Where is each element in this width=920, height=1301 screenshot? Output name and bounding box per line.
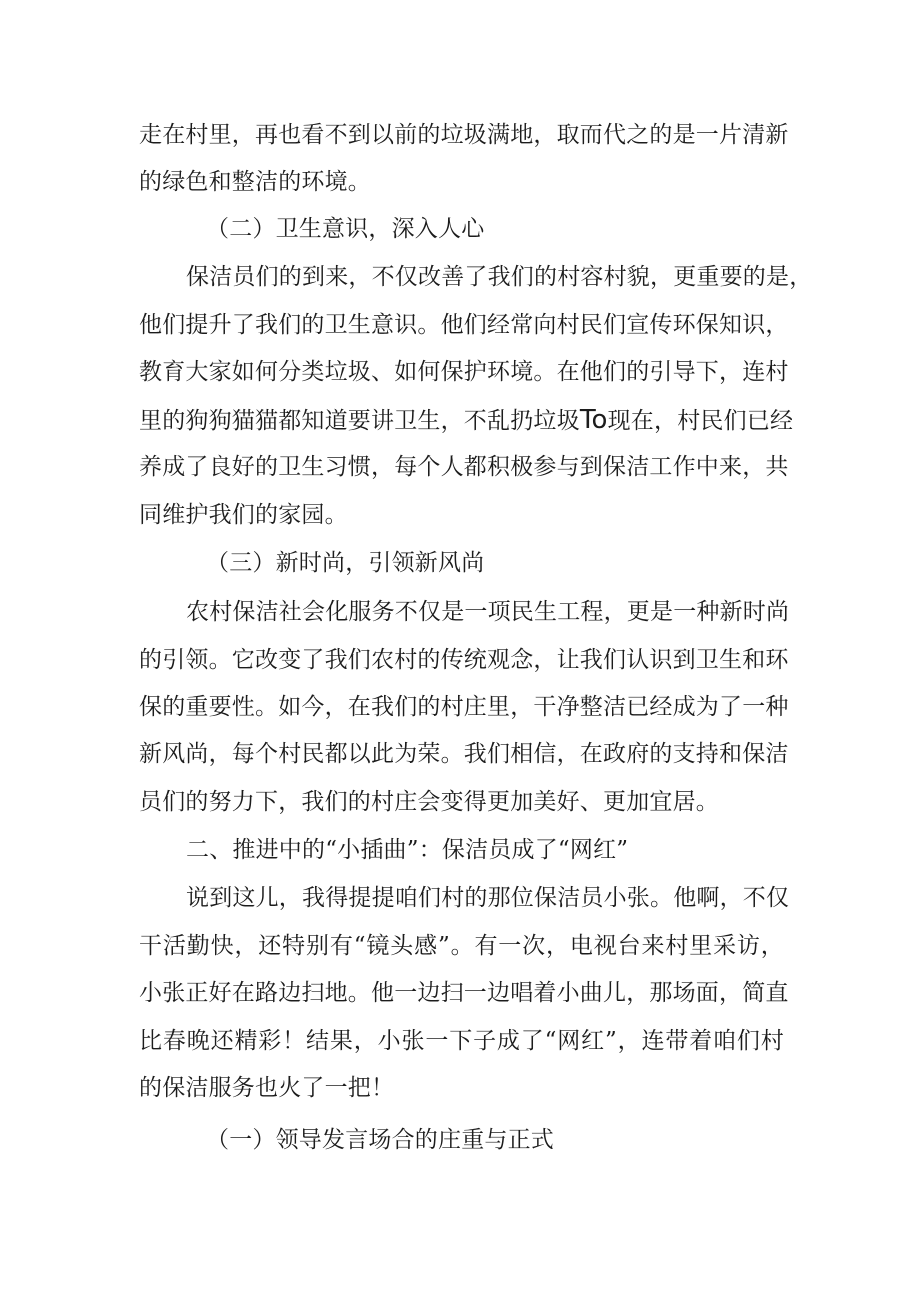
- paragraph-line: 的绿色和整洁的环境。: [139, 169, 371, 195]
- paragraph-text: 现在，村民们已经: [607, 408, 794, 434]
- paragraph-line: 员们的努力下，我们的村庄会变得更加美好、更加宜居。: [139, 789, 719, 815]
- subheading-leader-speech: （一）领导发言场合的庄重与正式: [206, 1127, 554, 1153]
- paragraph-line: 走在村里，再也看不到以前的垃圾满地，取而代之的是一片清新: [139, 122, 789, 148]
- paragraph-line: 养成了良好的卫生习惯，每个人都积极参与到保洁工作中来，共: [139, 454, 789, 480]
- section-heading: 二、推进中的“小插曲”：保洁员成了“网红”: [186, 837, 629, 863]
- paragraph-line: 的保洁服务也火了一把！: [139, 1075, 395, 1101]
- paragraph-line: 新风尚，每个村民都以此为荣。我们相信，在政府的支持和保洁: [139, 741, 789, 767]
- paragraph-line: 他们提升了我们的卫生意识。他们经常向村民们宣传环保知识，: [139, 312, 789, 338]
- paragraph-line: 保的重要性。如今，在我们的村庄里，干净整洁已经成为了一种: [139, 694, 789, 720]
- paragraph-line: [139, 405, 794, 436]
- subheading-fashion: （三）新时尚，引领新风尚: [206, 550, 485, 576]
- paragraph-line: 说到这儿，我得提提咱们村的那位保洁员小张。他啊，不仅: [186, 885, 790, 911]
- subheading-hygiene: （二）卫生意识，深入人心: [206, 216, 485, 242]
- paragraph-text: 里的狗狗猫猫都知道要讲卫生，不乱扔垃圾: [139, 408, 580, 434]
- paragraph-line: 比春晚还精彩！结果，小张一下子成了“网红”，连带着咱们村: [139, 1028, 784, 1054]
- paragraph-line: 农村保洁社会化服务不仅是一项民生工程，更是一种新时尚: [186, 599, 790, 625]
- stray-text: To: [579, 405, 608, 435]
- paragraph-line: 教育大家如何分类垃圾、如何保护环境。在他们的引导下，连村: [139, 359, 789, 385]
- paragraph-line: 干活勤快，还特别有“镜头感”。有一次，电视台来村里采访，: [139, 933, 784, 959]
- paragraph-line: 小张正好在路边扫地。他一边扫一边唱着小曲儿，那场面，简直: [139, 980, 789, 1006]
- paragraph-line: 的引领。它改变了我们农村的传统观念，让我们认识到卫生和环: [139, 647, 789, 673]
- paragraph-line: 保洁员们的到来，不仅改善了我们的村容村貌，更重要的是，: [186, 264, 813, 290]
- paragraph-line: 同维护我们的家园。: [139, 502, 348, 528]
